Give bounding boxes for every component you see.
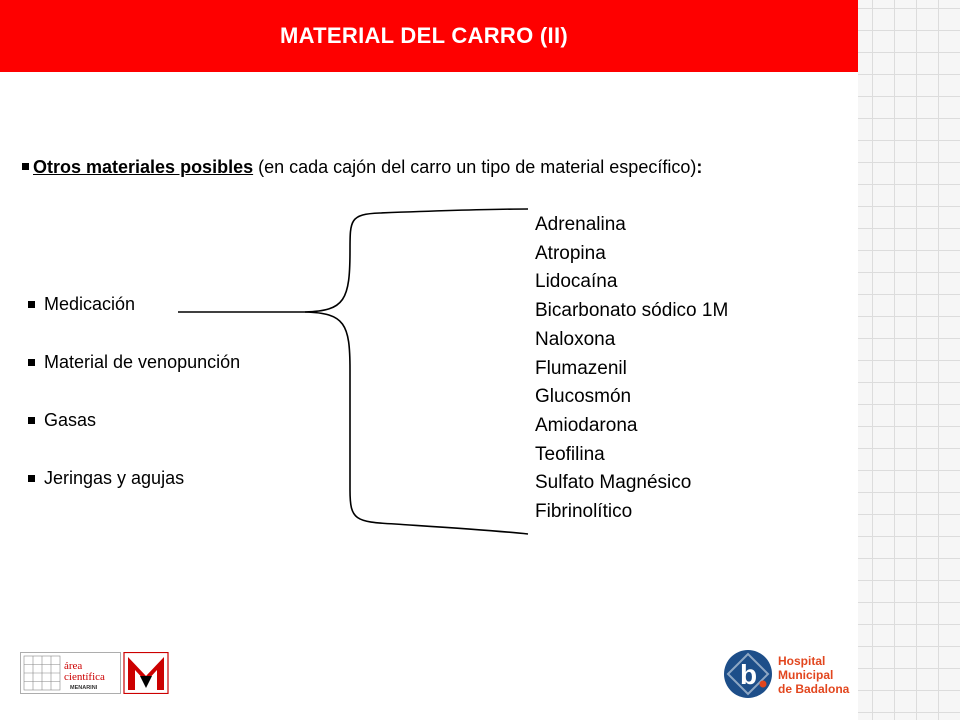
list-item: Atropina bbox=[535, 242, 606, 264]
list-item: Amiodarona bbox=[535, 414, 638, 436]
list-item: Teofilina bbox=[535, 443, 605, 465]
logo-text: MENARINI bbox=[70, 685, 98, 691]
list-item: Flumazenil bbox=[535, 357, 627, 379]
area-cientifica-logo bbox=[20, 652, 170, 694]
intro-colon: : bbox=[696, 157, 703, 177]
svg-text:b: b bbox=[740, 659, 758, 690]
category-label: Medicación bbox=[44, 294, 136, 314]
intro-rest: (en cada cajón del carro un tipo de material específico) bbox=[253, 157, 697, 177]
list-item: Glucosmón bbox=[535, 386, 632, 408]
category-label: Jeringas y agujas bbox=[44, 468, 185, 488]
category-label: Material de venopunción bbox=[44, 352, 241, 372]
list-item: Adrenalina bbox=[535, 214, 626, 235]
logo-text: Hospital bbox=[778, 654, 826, 668]
list-item: Naloxona bbox=[535, 328, 616, 350]
page-title: MATERIAL DEL CARRO (II) bbox=[279, 23, 568, 48]
list-item: Lidocaína bbox=[535, 271, 618, 293]
logo-text: Municipal bbox=[778, 668, 834, 682]
logo-text: científica bbox=[64, 671, 105, 683]
list-item: Fibrinolítico bbox=[535, 501, 633, 523]
category-label: Gasas bbox=[44, 410, 97, 430]
intro-lead: Otros materiales posibles bbox=[33, 157, 254, 177]
logo-text: de Badalona bbox=[778, 682, 850, 696]
hospital-badalona-logo bbox=[722, 648, 872, 700]
list-item: Sulfato Magnésico bbox=[535, 472, 692, 494]
logo-text: área bbox=[64, 660, 83, 672]
medication-list bbox=[535, 211, 728, 527]
list-item: Bicarbonato sódico 1M bbox=[535, 300, 729, 322]
